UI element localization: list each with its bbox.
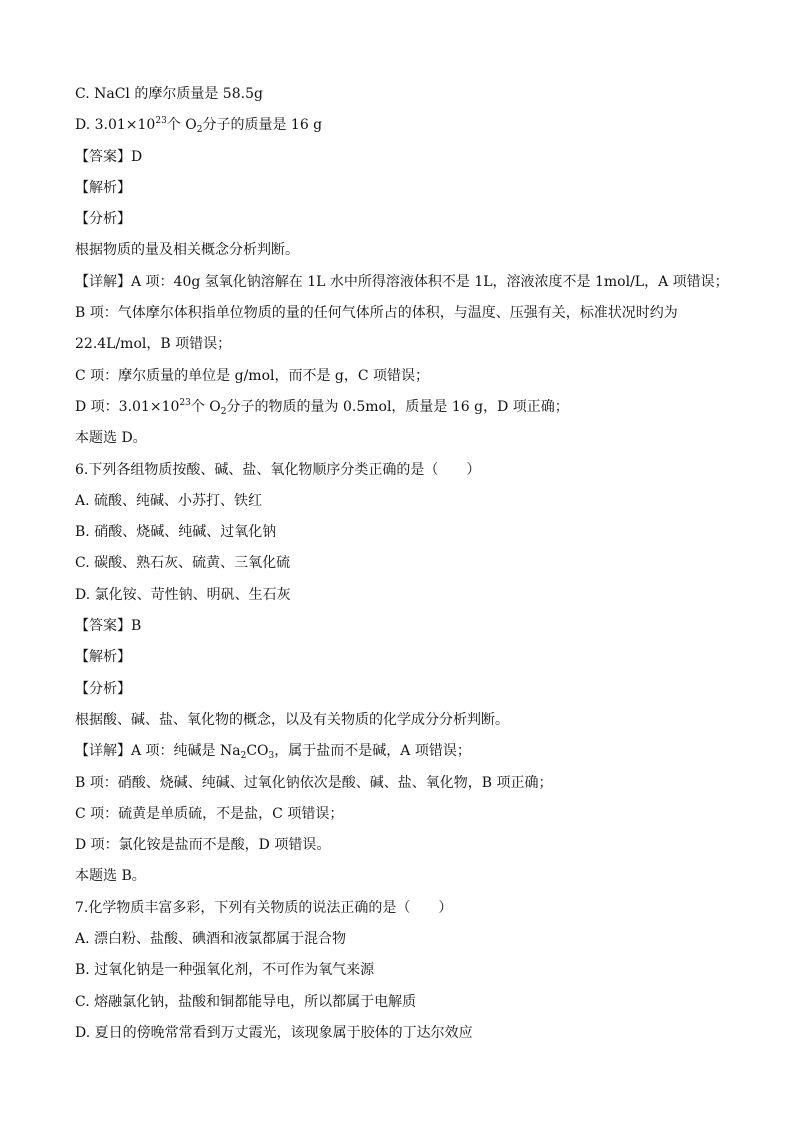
text-segment: 个 O — [190, 398, 221, 415]
text-line: 根据酸、碱、盐、氧化物的概念，以及有关物质的化学成分分析判断。 — [75, 711, 509, 728]
text-line: D. 氯化铵、苛性钠、明矾、生石灰 — [75, 586, 291, 603]
text-segment: CO — [246, 743, 269, 760]
subscript: 2 — [196, 125, 203, 136]
superscript: 23 — [179, 397, 191, 408]
superscript: 23 — [155, 116, 167, 127]
text-line: 【解析】 — [75, 649, 131, 666]
text-segment: 【详解】A 项：纯碱是 Na — [75, 743, 241, 760]
text-line: 7.化学物质丰富多彩，下列有关物质的说法正确的是（ ） — [75, 899, 453, 916]
text-line: 本题选 D。 — [75, 430, 147, 447]
text-line: 6.下列各组物质按酸、碱、盐、氧化物顺序分类正确的是（ ） — [75, 461, 481, 478]
text-line: A. 漂白粉、盐酸、碘酒和液氯都属于混合物 — [75, 931, 347, 948]
text-line: 22.4L/mol，B 项错误； — [75, 336, 232, 353]
text-line: B 项：气体摩尔体积指单位物质的量的任何气体所占的体积，与温度、压强有关，标准状况时约为 — [75, 305, 678, 322]
subscript: 3 — [268, 751, 275, 762]
text-line: C 项：摩尔质量的单位是 g/mol，而不是 g，C 项错误； — [75, 367, 430, 384]
text-line — [75, 110, 735, 141]
text-line: C. 碳酸、熟石灰、硫黄、三氧化硫 — [75, 555, 291, 572]
text-line: 【解析】 — [75, 179, 131, 196]
subscript: 2 — [240, 751, 247, 762]
text-line: 根据物质的量及相关概念分析判断。 — [75, 242, 299, 259]
text-line: C 项：硫黄是单质硫，不是盐，C 项错误； — [75, 805, 344, 822]
text-segment: 分子的物质的量为 0.5mol，质量是 16 g，D 项正确； — [226, 398, 569, 415]
text-segment: 个 O — [166, 117, 197, 134]
text-line — [75, 736, 735, 767]
text-line: 【分析】 — [75, 680, 131, 697]
text-line: D. 夏日的傍晚常常看到万丈霞光，该现象属于胶体的丁达尔效应 — [75, 1024, 473, 1041]
text-line: 【分析】 — [75, 211, 131, 228]
text-line: B. 硝酸、烧碱、纯碱、过氧化钠 — [75, 524, 277, 541]
text-line: 本题选 B。 — [75, 868, 146, 885]
text-segment: 分子的质量是 16 g — [202, 117, 323, 134]
text-line: 【详解】A 项：40g 氢氧化钠溶解在 1L 水中所得溶液体积不是 1L，溶液浓度不是 1mol/L，A 项错误； — [75, 273, 729, 290]
text-line: B. 过氧化钠是一种强氧化剂，不可作为氧气来源 — [75, 962, 375, 979]
document-page — [75, 79, 735, 1049]
text-segment: D 项：3.01×10 — [75, 398, 180, 415]
text-line: C. NaCl 的摩尔质量是 58.5g — [75, 86, 263, 102]
text-segment: D. 3.01×10 — [75, 117, 156, 134]
text-segment: ，属于盐而不是碱，A 项错误； — [274, 743, 471, 760]
text-line: A. 硫酸、纯碱、小苏打、铁红 — [75, 492, 263, 509]
text-line: 【答案】D — [75, 148, 143, 165]
text-line: C. 熔融氯化钠，盐酸和铜都能导电，所以都属于电解质 — [75, 993, 417, 1010]
text-line: 【答案】B — [75, 618, 142, 635]
text-line — [75, 392, 735, 423]
subscript: 2 — [220, 406, 227, 417]
text-line: D 项：氯化铵是盐而不是酸，D 项错误。 — [75, 837, 331, 854]
text-line: B 项：硝酸、烧碱、纯碱、过氧化钠依次是酸、碱、盐、氧化物，B 项正确； — [75, 774, 553, 791]
